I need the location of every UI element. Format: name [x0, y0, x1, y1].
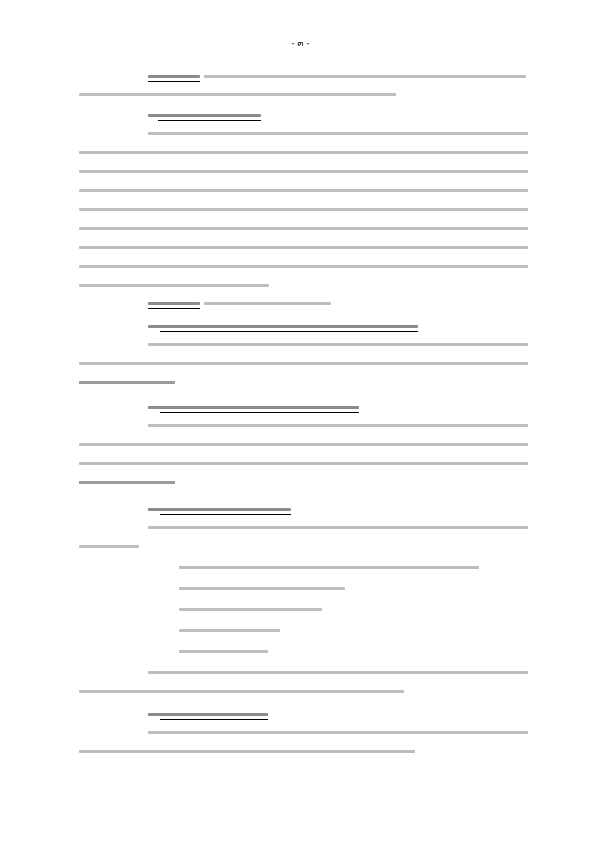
- text-line: [79, 227, 528, 230]
- heading-underline: [160, 719, 268, 720]
- page-number: - ๓ -: [291, 39, 310, 49]
- text-line: [79, 265, 528, 268]
- note-label-underline: [148, 308, 200, 309]
- text-line: [148, 343, 528, 346]
- heading-underline: [160, 412, 359, 413]
- heading-underline: [158, 120, 261, 121]
- website-link[interactable]: [79, 381, 175, 384]
- note-label: [148, 75, 200, 78]
- text-line: [79, 443, 528, 446]
- section-heading: [148, 325, 418, 328]
- text-line: [79, 151, 528, 154]
- text-line: [148, 424, 528, 427]
- text-line: [79, 246, 528, 249]
- section-heading: [148, 406, 359, 409]
- text-line: [79, 750, 415, 753]
- text-line: [204, 302, 331, 305]
- note-label: [148, 302, 200, 305]
- list-item: [179, 587, 345, 590]
- text-line: [79, 208, 528, 211]
- text-line: [148, 671, 528, 674]
- text-line: [148, 132, 528, 135]
- text-line: [79, 545, 139, 548]
- text-line: [79, 189, 528, 192]
- list-item: [179, 629, 280, 632]
- section-heading: [148, 114, 261, 117]
- text-line: [79, 462, 528, 465]
- text-line: [79, 690, 404, 693]
- text-line: [79, 170, 528, 173]
- section-heading: [148, 713, 268, 716]
- note-label-underline: [148, 81, 200, 82]
- text-line: [148, 731, 528, 734]
- website-link[interactable]: [79, 481, 175, 484]
- text-line: [79, 362, 528, 365]
- heading-underline: [160, 514, 291, 515]
- list-item: [179, 608, 322, 611]
- text-line: [148, 526, 528, 529]
- section-heading: [148, 508, 291, 511]
- heading-underline: [160, 331, 418, 332]
- list-item: [179, 650, 268, 653]
- text-line: [204, 75, 526, 78]
- text-line: [79, 284, 269, 287]
- text-line: [79, 93, 396, 96]
- list-item: [179, 566, 479, 569]
